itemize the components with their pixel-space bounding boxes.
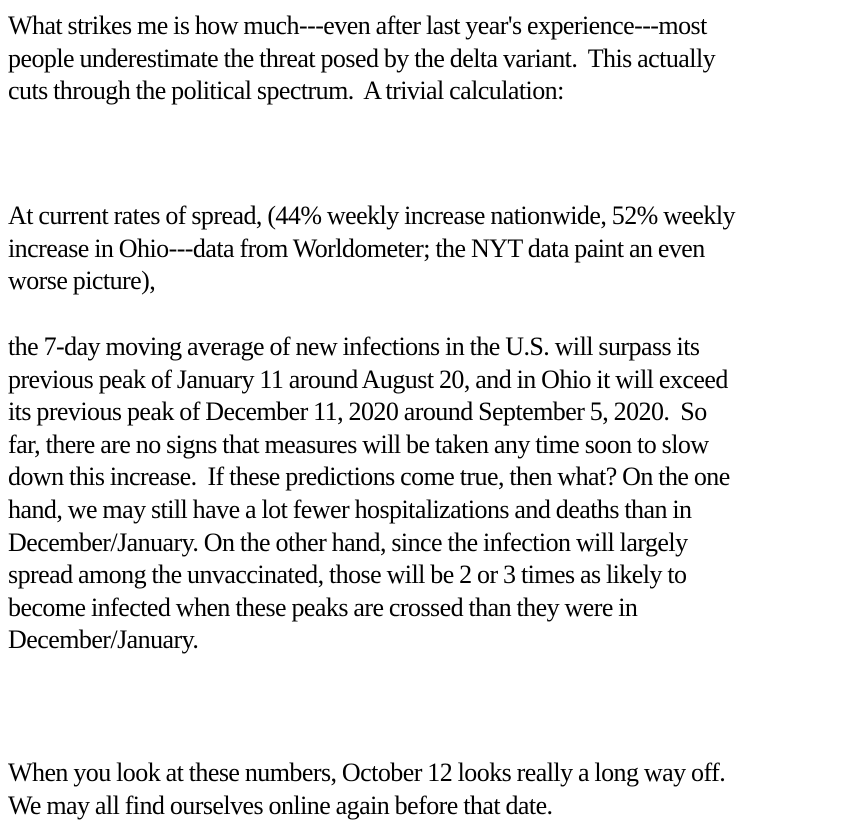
text-line: December/January. On the other hand, since the infection will largely (8, 527, 688, 557)
paragraph-conclusion (8, 757, 725, 822)
text-line: cuts through the political spectrum. A trivial calculation: (8, 76, 564, 106)
text-line: far, there are no signs that measures will be taken any time soon to slow (8, 429, 709, 459)
text-line: the 7-day moving average of new infections in the U.S. will surpass its (8, 332, 700, 361)
text-line: worse picture), (8, 266, 156, 296)
text-line: previous peak of January 11 around August 20, and in Ohio it will exceed (8, 364, 728, 394)
text-line: down this increase. If these predictions come true, then what? On the one (8, 462, 730, 492)
text-line: When you look at these numbers, October 12 looks really a long way off. (8, 758, 726, 787)
paragraph-predictions (8, 331, 730, 657)
text-line: increase in Ohio---data from Worldometer; the NYT data paint an even (8, 233, 705, 263)
text-line: At current rates of spread, (44% weekly increase nationwide, 52% weekly (8, 201, 735, 230)
paragraph-spread-rates (8, 200, 735, 298)
text-line: hand, we may still have a lot fewer hospitalizations and deaths than in (8, 494, 692, 524)
text-line: What strikes me is how much---even after last year's experience---most (8, 11, 707, 40)
text-line: We may all find ourselves online again before that date. (8, 790, 553, 820)
text-line: December/January. (8, 625, 199, 655)
text-line: its previous peak of December 11, 2020 around September 5, 2020. So (8, 397, 707, 427)
text-line: become infected when these peaks are crossed than they were in (8, 592, 638, 622)
text-line: spread among the unvaccinated, those will be 2 or 3 times as likely to (8, 560, 687, 590)
text-line: people underestimate the threat posed by the delta variant. This actually (8, 43, 716, 73)
paragraph-intro (8, 10, 715, 108)
